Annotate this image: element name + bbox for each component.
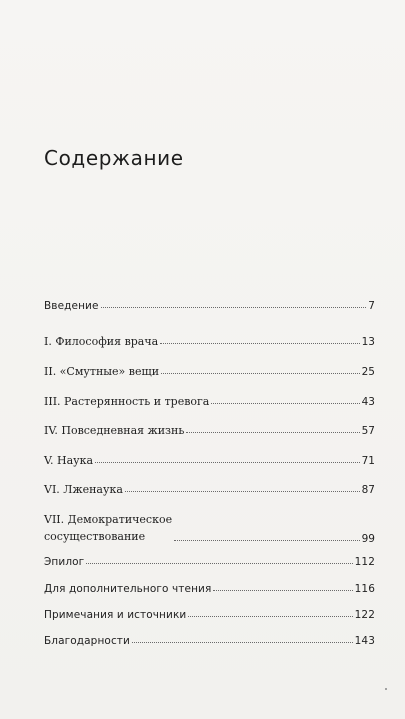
- dot-leader: [101, 307, 367, 308]
- toc-entry-page: 143: [354, 635, 375, 647]
- toc-entry-label: Благодарности: [44, 635, 130, 647]
- toc-entry-page: 112: [354, 556, 375, 568]
- toc-entry-chapter-7: [44, 511, 375, 545]
- toc-entry-page: 122: [354, 609, 375, 621]
- dot-leader: [213, 590, 352, 591]
- toc-entry-label: [44, 511, 172, 545]
- toc-entry-label: II. «Смутные» вещи: [44, 365, 160, 378]
- toc-entry-notes-and-sources: [44, 609, 375, 621]
- toc-entry-label: IV. Повседневная жизнь: [44, 424, 185, 437]
- toc-entry-label: III. Растерянность и тревога: [44, 395, 210, 408]
- toc-entry-label: Введение: [44, 300, 99, 312]
- dot-leader: [95, 462, 360, 463]
- toc-entry-epilogue: [44, 556, 375, 568]
- toc-entry-label: I. Философия врача: [44, 335, 159, 348]
- dot-leader: [211, 403, 359, 404]
- paper-speck: [385, 688, 387, 690]
- toc-entry-chapter-5: [44, 454, 375, 467]
- toc-entry-label: Для дополнительного чтения: [44, 583, 212, 595]
- dot-leader: [174, 540, 360, 541]
- toc-entry-chapter-3: [44, 395, 375, 408]
- toc-entry-label: V. Наука: [44, 454, 94, 467]
- table-of-contents: [44, 0, 375, 719]
- toc-entry-page: 57: [361, 425, 375, 437]
- toc-entry-chapter-4: [44, 424, 375, 437]
- toc-entry-chapter-6: [44, 483, 375, 496]
- toc-entry-label: Примечания и источники: [44, 609, 187, 621]
- dot-leader: [160, 343, 359, 344]
- page-title: Содержание: [44, 146, 184, 170]
- toc-entry-page: 13: [361, 336, 375, 348]
- dot-leader: [86, 563, 352, 564]
- toc-entry-introduction: [44, 300, 375, 312]
- toc-entry-label-line-2: сосуществование: [44, 530, 146, 543]
- toc-entry-chapter-2: [44, 365, 375, 378]
- toc-entry-label-line-1: VII. Демократическое: [44, 513, 173, 526]
- toc-entry-page: 87: [361, 484, 375, 496]
- toc-entry-chapter-1: [44, 335, 375, 348]
- dot-leader: [125, 491, 360, 492]
- toc-entry-page: 99: [361, 533, 375, 545]
- toc-entry-page: 116: [354, 583, 375, 595]
- dot-leader: [186, 432, 359, 433]
- dot-leader: [161, 373, 360, 374]
- toc-entry-further-reading: [44, 583, 375, 595]
- toc-entry-page: 43: [361, 396, 375, 408]
- toc-entry-page: 25: [361, 366, 375, 378]
- toc-entry-page: 71: [361, 455, 375, 467]
- toc-entry-acknowledgements: [44, 635, 375, 647]
- dot-leader: [132, 642, 353, 643]
- dot-leader: [188, 616, 352, 617]
- toc-entry-page: 7: [368, 300, 375, 312]
- toc-entry-label: Эпилог: [44, 556, 85, 568]
- toc-entry-label: VI. Лженаука: [44, 483, 123, 496]
